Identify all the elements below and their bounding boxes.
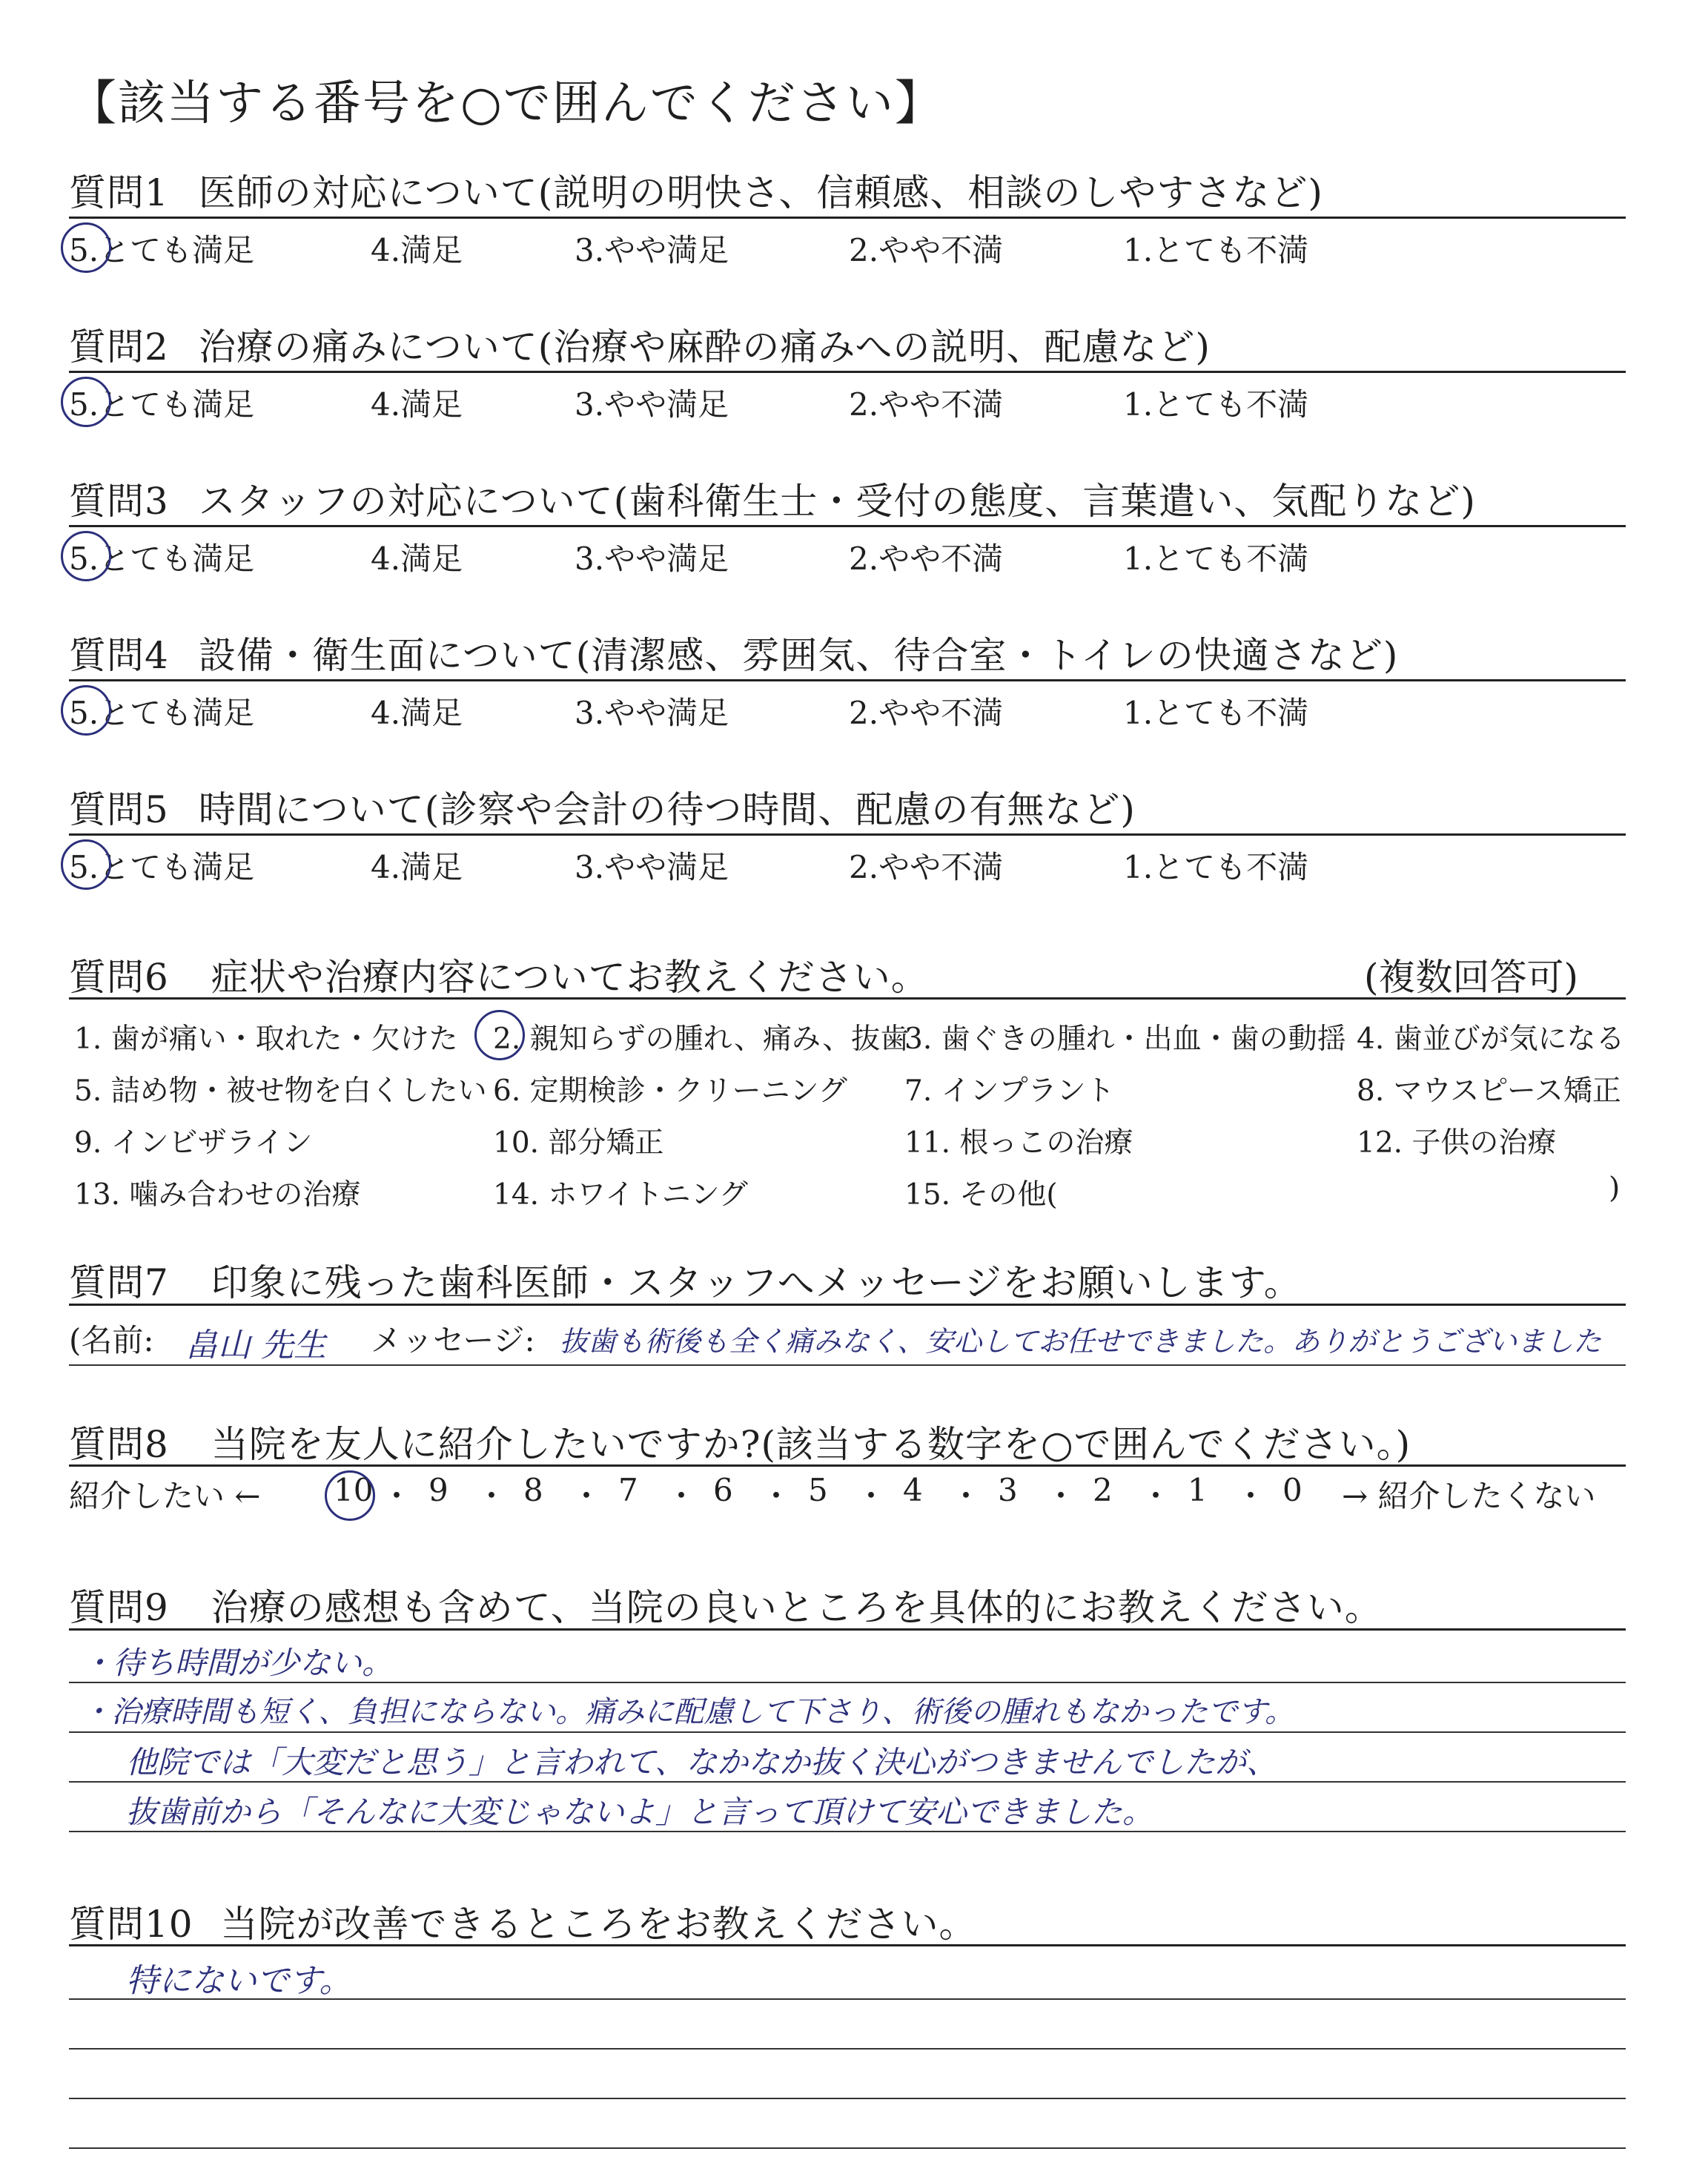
q6-option-5[interactable]: 5. 詰め物・被せ物を白くしたい: [74, 1074, 487, 1108]
q9-answer-rule: [69, 1831, 1626, 1832]
scale-value-8[interactable]: 8: [523, 1472, 543, 1508]
q1-label: 質問1: [69, 171, 169, 214]
q7-rule: [69, 1304, 1626, 1306]
q6-option-1[interactable]: 1. 歯が痛い・取れた・欠けた: [74, 1023, 458, 1056]
q7-label: 質問7: [69, 1261, 169, 1304]
q9-answer-line: ・治療時間も短く、負担にならない。痛みに配慮して下さり、術後の腫れもなかったです。: [82, 1695, 1294, 1729]
q5-text: 時間について(診察や会計の待つ時間、配慮の有無など): [198, 788, 1136, 831]
scale-value-6[interactable]: 6: [713, 1472, 733, 1508]
q1-option-1[interactable]: 1.とても不満: [1123, 232, 1309, 268]
q6-text: 症状や治療内容についてお教えください。: [211, 956, 929, 999]
scale-value-2[interactable]: 2: [1093, 1472, 1113, 1508]
q4-text: 設備・衛生面について(清潔感、雰囲気、待合室・トイレの快適さなど): [198, 634, 1399, 677]
q2-option-4[interactable]: 4.満足: [371, 386, 463, 423]
q10-title: [69, 1895, 977, 1948]
scale-dot: ・: [1045, 1478, 1077, 1514]
q1-option-3[interactable]: 3.やや満足: [575, 232, 729, 268]
q6-option-15[interactable]: 15. その他(: [904, 1178, 1058, 1212]
q10-label: 質問10: [69, 1903, 193, 1946]
q6-option-14[interactable]: 14. ホワイトニング: [493, 1178, 748, 1212]
q7-bottom-rule: [69, 1364, 1626, 1366]
q8-left-label: 紹介したい ←: [69, 1478, 261, 1514]
q9-answer-line: ・待ち時間が少ない。: [82, 1645, 394, 1681]
scale-dot: ・: [666, 1478, 698, 1514]
q9-text: 治療の感想も含めて、当院の良いところを具体的にお教えください。: [211, 1586, 1383, 1629]
q2-option-3[interactable]: 3.やや満足: [575, 386, 729, 423]
q7-message-value[interactable]: 抜歯も術後も全く痛みなく、安心してお任せできました。ありがとうございました: [560, 1325, 1602, 1358]
q4-rule: [69, 679, 1626, 681]
q6-option-13[interactable]: 13. 噛み合わせの治療: [74, 1178, 361, 1212]
q7-message-label: メッセージ:: [371, 1322, 535, 1358]
q6-option-4[interactable]: 4. 歯並びが気になる: [1357, 1023, 1625, 1056]
scale-dot: ・: [855, 1478, 887, 1514]
scale-dot: ・: [950, 1478, 982, 1514]
q1-option-2[interactable]: 2.やや不満: [849, 232, 1004, 268]
q4-option-3[interactable]: 3.やや満足: [575, 695, 729, 731]
q4-option-4[interactable]: 4.満足: [371, 695, 463, 731]
q3-text: スタッフの対応について(歯科衛生士・受付の態度、言葉遣い、気配りなど): [198, 480, 1476, 523]
q3-option-4[interactable]: 4.満足: [371, 541, 463, 577]
q6-option-6[interactable]: 6. 定期検診・クリーニング: [493, 1074, 847, 1108]
q6-option-10[interactable]: 10. 部分矯正: [493, 1126, 664, 1160]
q3-option-1[interactable]: 1.とても不満: [1123, 541, 1309, 577]
q2-label: 質問2: [69, 326, 169, 369]
q5-option-4[interactable]: 4.満足: [371, 849, 463, 885]
q9-answer-line: 抜歯前から「そんなに大変じゃないよ」と言って頂けて安心できました。: [126, 1794, 1154, 1830]
q9-answer-rule: [69, 1781, 1626, 1783]
q4-title: [69, 626, 1398, 679]
q3-option-2[interactable]: 2.やや不満: [849, 541, 1004, 577]
q6-note: (複数回答可): [1364, 956, 1579, 999]
q7-name-value[interactable]: 畠山 先生: [185, 1327, 326, 1364]
q1-option-4[interactable]: 4.満足: [371, 232, 463, 268]
q6-option-16[interactable]: ): [1609, 1172, 1621, 1205]
q8-text: 当院を友人に紹介したいですか?(該当する数字を○で囲んでください。): [211, 1423, 1411, 1466]
q8-label: 質問8: [69, 1423, 169, 1466]
scale-value-7[interactable]: 7: [618, 1472, 638, 1508]
scale-dot: ・: [1140, 1478, 1172, 1514]
q9-label: 質問9: [69, 1586, 169, 1629]
q8-rule: [69, 1464, 1626, 1467]
q5-option-2[interactable]: 2.やや不満: [849, 849, 1004, 885]
q10-answer-rule: [69, 2147, 1626, 2149]
scale-dot: ・: [1235, 1478, 1267, 1514]
q3-option-3[interactable]: 3.やや満足: [575, 541, 729, 577]
q8-right-label: → 紹介したくない: [1342, 1478, 1596, 1514]
q3-title: [69, 472, 1476, 525]
q5-option-5[interactable]: 5.とても満足: [69, 849, 255, 885]
q10-answer-line: 特にないです。: [126, 1962, 352, 2000]
q5-option-1[interactable]: 1.とても不満: [1123, 849, 1309, 885]
q10-answer-rule: [69, 1998, 1626, 2000]
q7-text: 印象に残った歯科医師・スタッフへメッセージをお願いします。: [211, 1261, 1302, 1304]
q9-answer-line: 他院では「大変だと思う」と言われて、なかなか抜く決心がつきませんでしたが、: [126, 1744, 1278, 1780]
q9-title: [69, 1578, 1383, 1631]
q1-text: 医師の対応について(説明の明快さ、信頼感、相談のしやすさなど): [198, 171, 1323, 214]
q6-option-7[interactable]: 7. インプラント: [904, 1074, 1115, 1108]
q3-option-5[interactable]: 5.とても満足: [69, 541, 255, 577]
q5-rule: [69, 833, 1626, 836]
scale-dot: ・: [381, 1478, 413, 1514]
q6-option-2[interactable]: 2. 親知らずの腫れ、痛み、抜歯: [493, 1023, 910, 1056]
q7-name-label: (名前:: [69, 1322, 154, 1358]
q4-option-5[interactable]: 5.とても満足: [69, 695, 255, 731]
scale-value-10[interactable]: 10: [334, 1472, 374, 1508]
q5-title: [69, 780, 1136, 833]
q6-rule: [69, 997, 1626, 1000]
q5-option-3[interactable]: 3.やや満足: [575, 849, 729, 885]
q9-answer-rule: [69, 1682, 1626, 1683]
q3-label: 質問3: [69, 480, 169, 523]
q4-label: 質問4: [69, 634, 169, 677]
q6-label: 質問6: [69, 956, 169, 999]
q10-rule: [69, 1944, 1626, 1946]
scale-value-3[interactable]: 3: [998, 1472, 1018, 1508]
q1-title: [69, 163, 1323, 217]
q2-text: 治療の痛みについて(治療や麻酔の痛みへの説明、配慮など): [198, 326, 1211, 369]
q4-option-1[interactable]: 1.とても不満: [1123, 695, 1309, 731]
q3-rule: [69, 525, 1626, 527]
q6-title: [69, 948, 929, 1001]
q7-title: [69, 1253, 1302, 1307]
q1-rule: [69, 217, 1626, 219]
q9-rule: [69, 1628, 1626, 1631]
q6-option-3[interactable]: 3. 歯ぐきの腫れ・出血・歯の動揺: [904, 1023, 1346, 1056]
q6-option-11[interactable]: 11. 根っこの治療: [904, 1126, 1133, 1160]
q2-title: [69, 317, 1211, 371]
q6-option-9[interactable]: 9. インビザライン: [74, 1126, 313, 1160]
scale-value-5[interactable]: 5: [808, 1472, 828, 1508]
scale-value-1[interactable]: 1: [1188, 1472, 1208, 1508]
q10-answer-rule: [69, 2048, 1626, 2050]
q6-option-8[interactable]: 8. マウスピース矯正: [1357, 1074, 1621, 1108]
q10-answer-rule: [69, 2098, 1626, 2099]
q8-title: [69, 1415, 1411, 1468]
scale-value-0[interactable]: 0: [1282, 1472, 1302, 1508]
q9-answer-rule: [69, 1731, 1626, 1733]
q2-option-5[interactable]: 5.とても満足: [69, 386, 255, 423]
scale-value-4[interactable]: 4: [903, 1472, 923, 1508]
scale-dot: ・: [761, 1478, 792, 1514]
q4-option-2[interactable]: 2.やや不満: [849, 695, 1004, 731]
q1-option-5[interactable]: 5.とても満足: [69, 232, 255, 268]
scale-value-9[interactable]: 9: [428, 1472, 448, 1508]
q2-option-1[interactable]: 1.とても不満: [1123, 386, 1309, 423]
q10-text: 当院が改善できるところをお教えください。: [220, 1903, 977, 1946]
scale-dot: ・: [571, 1478, 603, 1514]
q5-label: 質問5: [69, 788, 169, 831]
scale-dot: ・: [476, 1478, 508, 1514]
q2-option-2[interactable]: 2.やや不満: [849, 386, 1004, 423]
q6-option-12[interactable]: 12. 子供の治療: [1357, 1126, 1557, 1160]
q2-rule: [69, 371, 1626, 373]
instruction-heading: 【該当する番号を○で囲んでください】: [69, 76, 944, 131]
